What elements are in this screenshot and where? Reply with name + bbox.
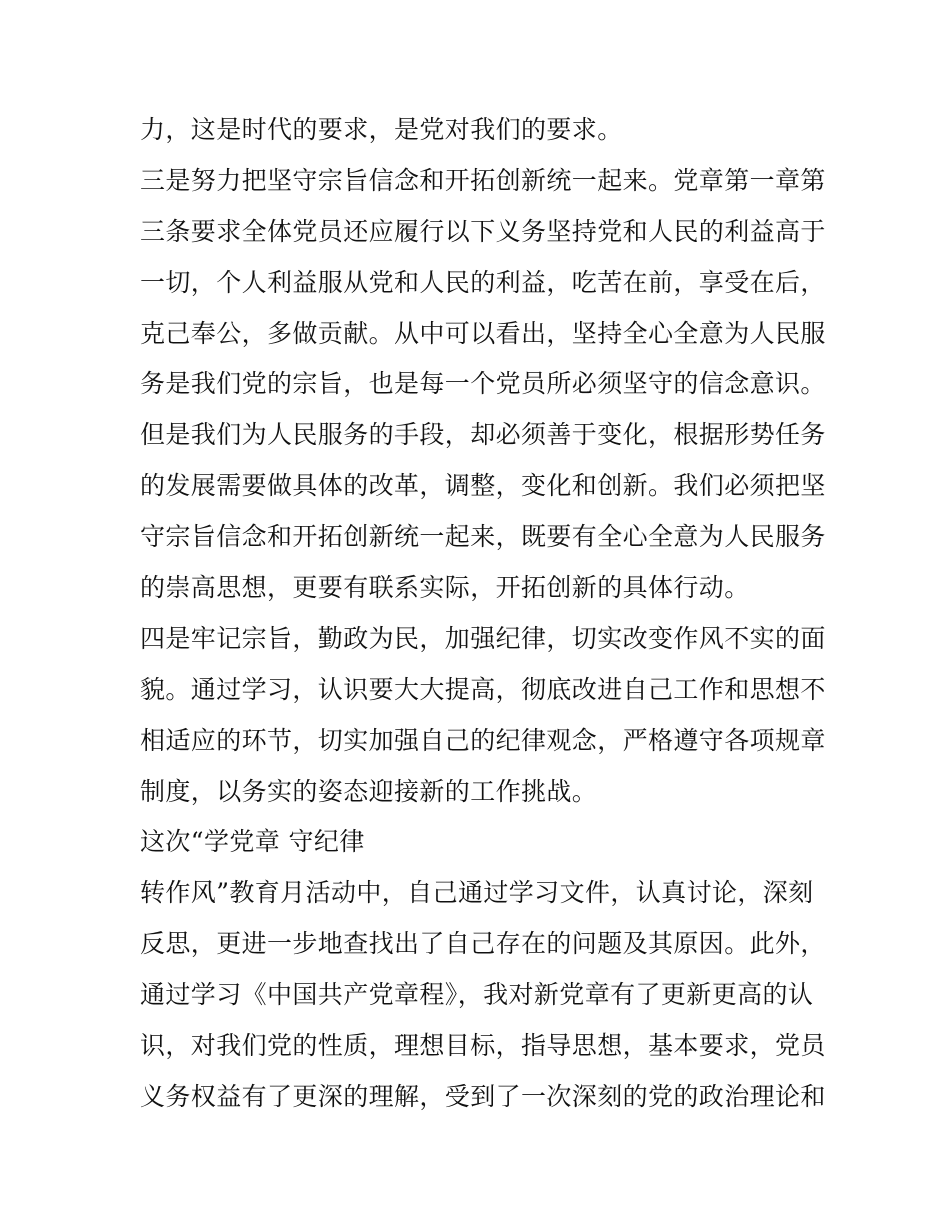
text-line: 通过学习《中国共产党章程》，我对新党章有了更新更高的认: [140, 980, 814, 1010]
text-line: 务是我们党的宗旨，也是每一个党员所必须坚守的信念意识。: [140, 369, 826, 399]
text-line: 克己奉公，多做贡献。从中可以看出，坚持全心全意为人民服: [140, 318, 826, 348]
text-line: 力，这是时代的要求，是党对我们的要求。: [140, 115, 623, 144]
text-line: 四是牢记宗旨，勤政为民，加强纪律，切实改变作风不实的面: [140, 623, 826, 653]
text-line: 转作风”教育月活动中，自己通过学习文件，认真讨论，深刻: [140, 878, 814, 908]
text-line: 三是努力把坚守宗旨信念和开拓创新统一起来。党章第一章第: [140, 165, 826, 195]
text-line: 的发展需要做具体的改革，调整，变化和创新。我们必须把坚: [140, 471, 826, 501]
text-line: 这次“学党章 守纪律: [140, 827, 365, 857]
text-line: 貌。通过学习，认识要大大提高，彻底改进自己工作和思想不: [140, 674, 826, 704]
text-line: 但是我们为人民服务的手段，却必须善于变化，根据形势任务: [140, 420, 826, 450]
text-line: 守宗旨信念和开拓创新统一起来，既要有全心全意为人民服务: [140, 522, 826, 552]
text-line: 的崇高思想，更要有联系实际，开拓创新的具体行动。: [140, 573, 750, 603]
text-line: 反思，更进一步地查找出了自己存在的问题及其原因。此外，: [140, 929, 826, 959]
body-text: [140, 105, 826, 1123]
text-line: 义务权益有了更深的理解，受到了一次深刻的党的政治理论和: [140, 1081, 826, 1111]
text-line: 识，对我们党的性质，理想目标，指导思想，基本要求，党员: [140, 1031, 826, 1061]
text-line: 相适应的环节，切实加强自己的纪律观念，严格遵守各项规章: [140, 725, 826, 755]
text-line: 一切，个人利益服从党和人民的利益，吃苦在前，享受在后，: [140, 267, 826, 297]
text-line: 三条要求全体党员还应履行以下义务坚持党和人民的利益高于: [140, 216, 826, 246]
text-line: 制度，以务实的姿态迎接新的工作挑战。: [140, 776, 598, 806]
